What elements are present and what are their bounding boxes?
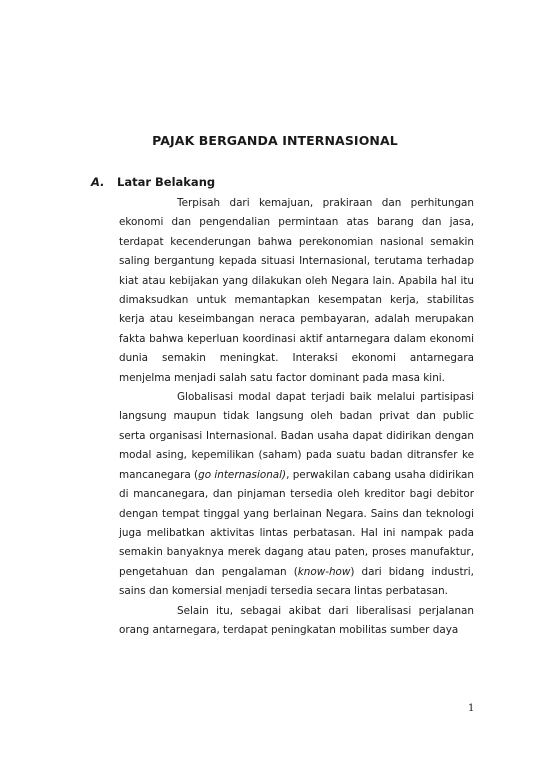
- page-number: 1: [468, 703, 475, 714]
- paragraph-2-text-a: Globalisasi modal dapat terjadi baik melalui partisipasi langsung maupun tidak langsung oleh badan privat dan public serta organisasi Internasional. Badan usaha dapat didirikan dengan modal asing, kepemilikan (saham) pada suatu badan ditransfer ke mancanegara (: [119, 391, 474, 481]
- paragraph-2-text-b: , perwakilan cabang usaha didirikan di mancanegara, dan pinjaman tersedia oleh kreditor bagi debitor dengan tempat tinggal yang berlainan Negara. Sains dan teknologi juga melibatkan aktivitas lintas perbatasan. Hal ini nampak pada semakin banyaknya merek dagang atau paten, proses manufaktur, pengetahuan dan pengalaman (: [119, 468, 474, 578]
- paragraph-2-text-c: ) dari bidang industri, sains dan komersial menjadi tersedia secara lintas perbatasan.: [119, 565, 474, 598]
- body-text: [119, 194, 474, 640]
- paragraph-2: [119, 388, 474, 601]
- section-heading: [91, 175, 215, 189]
- document-title: PAJAK BERGANDA INTERNASIONAL: [152, 133, 398, 148]
- section-heading-text: Latar Belakang: [117, 175, 216, 189]
- paragraph-2-italic-2: know-how: [297, 565, 351, 578]
- section-letter: A.: [91, 175, 105, 189]
- paragraph-2-italic-1: go internasional): [198, 468, 287, 481]
- paragraph-3: Selain itu, sebagai akibat dari liberalisasi perjalanan orang antarnegara, terdapat peningkatan mobilitas sumber daya: [119, 604, 474, 636]
- paragraph-1: Terpisah dari kemajuan, prakiraan dan perhitungan ekonomi dan pengendalian permintaan atas barang dan jasa, terdapat kecenderungan bahwa perekonomian nasional semakin saling bergantung kepada situasi Internasional, terutama terhadap kiat atau kebijakan yang dilakukan oleh Negara lain. Apabila hal itu dimaksudkan untuk memantapkan kesempatan kerja, stabilitas kerja atau keseimbangan neraca pembayaran, adalah merupakan fakta bahwa keperluan koordinasi aktif antarnegara dalam ekonomi dunia semakin meningkat. Interaksi ekonomi antarnegara menjelma menjadi salah satu factor dominant pada masa kini.: [119, 197, 474, 384]
